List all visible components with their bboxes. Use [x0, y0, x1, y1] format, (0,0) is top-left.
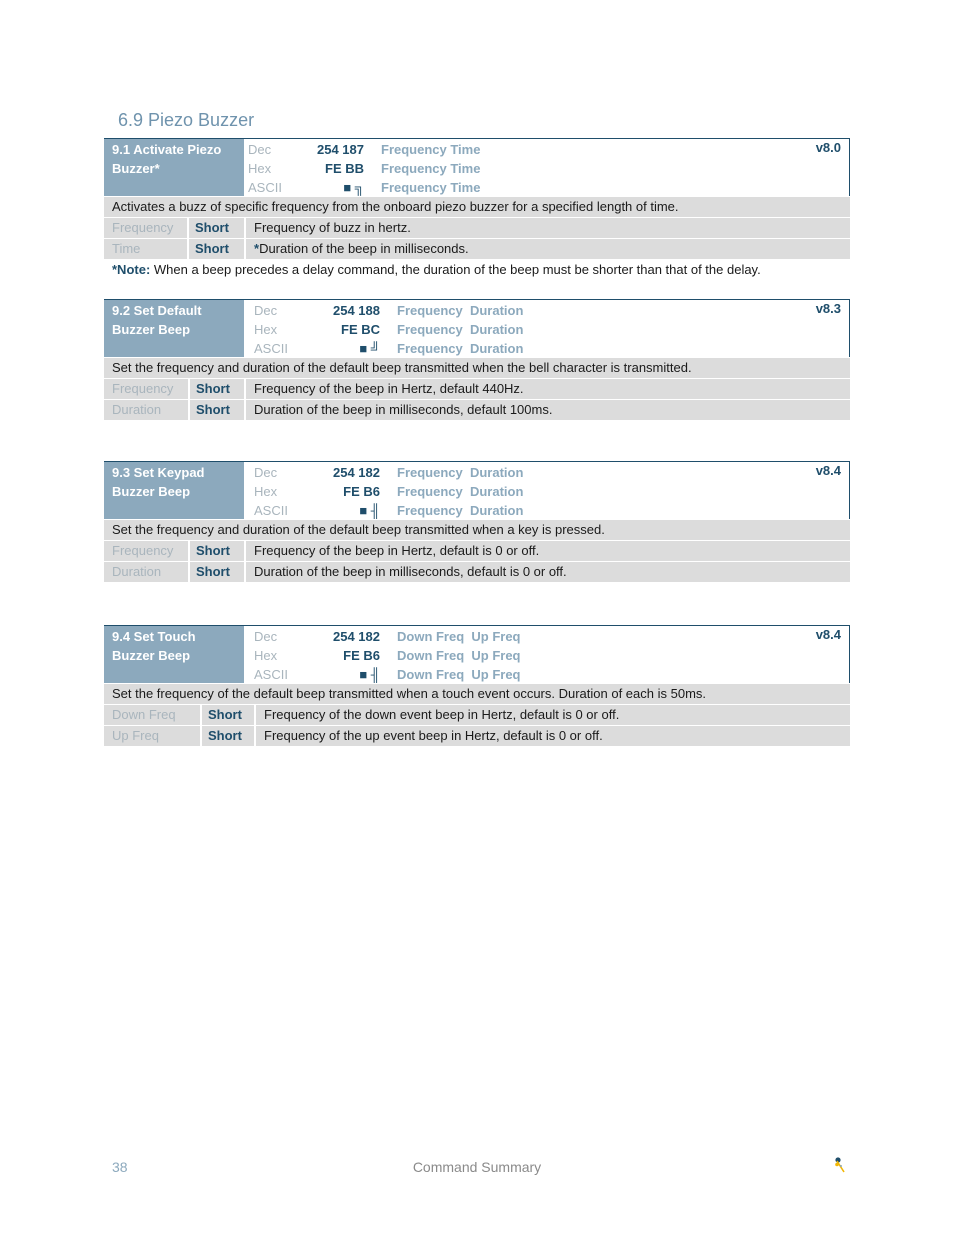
param-type: Short: [189, 218, 244, 238]
command-description: Set the frequency and duration of the default beep transmitted when a key is pressed.: [104, 520, 850, 540]
note-text: When a beep precedes a delay command, the duration of the beep must be shorter than that of the delay.: [150, 262, 761, 277]
footnote-star: *: [254, 241, 260, 256]
dec-row: [244, 140, 849, 159]
hex-params: Down Freq Up Freq: [397, 648, 521, 663]
hex-row: [244, 482, 849, 501]
param-name: Time: [104, 239, 187, 259]
command-name: [104, 626, 244, 683]
param-description: Frequency of the down event beep in Hertz, default is 0 or off.: [256, 705, 850, 725]
param-description: Frequency of buzz in hertz.: [246, 218, 850, 238]
param-description: Frequency of the beep in Hertz, default 440Hz.: [246, 379, 850, 399]
dec-label: Dec: [254, 629, 278, 644]
param-description: [246, 239, 850, 259]
command-name: [104, 462, 244, 519]
command-name-line2: Buzzer Beep: [112, 322, 191, 337]
command-header: [104, 461, 850, 519]
param-type: Short: [202, 705, 254, 725]
ascii-params: Frequency Duration: [397, 503, 524, 518]
ascii-value: ■ ╢: [359, 503, 380, 518]
dec-params: Frequency Duration: [397, 465, 524, 480]
command-codes: [244, 139, 849, 196]
param-description: Frequency of the up event beep in Hertz, default is 0 or off.: [256, 726, 850, 746]
command-block-9-2: [104, 299, 850, 420]
ascii-label: ASCII: [254, 341, 288, 356]
ascii-value: ■ ╢: [359, 667, 380, 682]
dec-value: 254 182: [333, 465, 380, 480]
version-badge: v8.4: [815, 627, 841, 642]
hex-value: FE B6: [343, 484, 380, 499]
command-name-line2: Buzzer Beep: [112, 484, 191, 499]
version-badge: v8.4: [815, 463, 841, 478]
command-description: Set the frequency and duration of the default beep transmitted when the bell character is transmitted.: [104, 358, 850, 378]
command-codes: [244, 626, 849, 683]
command-name: [104, 300, 244, 357]
hex-row: [244, 646, 849, 665]
dec-row: [244, 463, 849, 482]
command-header: [104, 299, 850, 357]
command-codes: [244, 300, 849, 357]
param-type: Short: [189, 239, 244, 259]
hex-params: Frequency Duration: [397, 322, 524, 337]
note-label: *Note:: [112, 262, 151, 277]
command-block-9-3: [104, 461, 850, 582]
ascii-label: ASCII: [254, 503, 288, 518]
param-type: Short: [190, 379, 244, 399]
command-name-line2: Buzzer Beep: [112, 648, 191, 663]
hex-row: [244, 159, 849, 178]
param-type: Short: [202, 726, 254, 746]
dec-params: Down Freq Up Freq: [397, 629, 521, 644]
hex-label: Hex: [254, 648, 278, 663]
ascii-params: Frequency Time: [381, 180, 481, 195]
ascii-row: [244, 339, 849, 358]
param-row: [104, 239, 850, 259]
hex-label: Hex: [254, 484, 278, 499]
page-number: 38: [112, 1159, 128, 1175]
command-name: [104, 139, 244, 196]
command-name-line2: Buzzer*: [112, 161, 160, 176]
param-row: [104, 562, 850, 582]
param-description: Duration of the beep in milliseconds, default 100ms.: [246, 400, 850, 420]
param-type: Short: [190, 400, 244, 420]
param-row: [104, 218, 850, 238]
command-description: Set the frequency of the default beep transmitted when a touch event occurs. Duration of each is 50ms.: [104, 684, 850, 704]
param-description: Duration of the beep in milliseconds, default is 0 or off.: [246, 562, 850, 582]
ascii-params: Down Freq Up Freq: [397, 667, 521, 682]
command-name-line1: 9.1 Activate Piezo: [112, 142, 222, 157]
param-row: [104, 726, 850, 746]
command-name-line1: 9.2 Set Default: [112, 303, 202, 318]
ascii-label: ASCII: [254, 667, 288, 682]
param-description-text: Duration of the beep in milliseconds.: [259, 241, 469, 256]
param-type: Short: [190, 562, 244, 582]
param-row: [104, 705, 850, 725]
command-name-line1: 9.3 Set Keypad: [112, 465, 205, 480]
hex-row: [244, 320, 849, 339]
hex-value: FE BC: [341, 322, 380, 337]
footnote: [104, 260, 850, 280]
ascii-params: Frequency Duration: [397, 341, 524, 356]
hex-value: FE B6: [343, 648, 380, 663]
command-block-9-1: [104, 138, 850, 280]
dec-params: Frequency Duration: [397, 303, 524, 318]
param-name: Duration: [104, 400, 188, 420]
dec-label: Dec: [254, 465, 278, 480]
hex-value: FE BB: [325, 161, 364, 176]
param-name: Frequency: [104, 541, 188, 561]
version-badge: v8.3: [815, 301, 841, 316]
ascii-row: [244, 178, 849, 197]
param-row: [104, 400, 850, 420]
dec-label: Dec: [254, 303, 278, 318]
dec-value: 254 188: [333, 303, 380, 318]
ascii-value: ■ ╝: [359, 341, 380, 356]
dec-value: 254 187: [317, 142, 364, 157]
param-description: Frequency of the beep in Hertz, default is 0 or off.: [246, 541, 850, 561]
command-description: Activates a buzz of specific frequency from the onboard piezo buzzer for a specified length of time.: [104, 197, 850, 217]
param-row: [104, 379, 850, 399]
version-badge: v8.0: [815, 140, 841, 155]
command-codes: [244, 462, 849, 519]
param-name: Down Freq: [104, 705, 200, 725]
hex-label: Hex: [248, 161, 272, 176]
dec-value: 254 182: [333, 629, 380, 644]
command-header: [104, 625, 850, 683]
hex-params: Frequency Time: [381, 161, 481, 176]
footer-title: Command Summary: [412, 1159, 542, 1175]
hex-params: Frequency Duration: [397, 484, 524, 499]
dec-label: Dec: [248, 142, 272, 157]
dec-row: [244, 301, 849, 320]
ascii-value: ■ ╗: [343, 180, 364, 195]
ascii-label: ASCII: [248, 180, 282, 195]
hex-label: Hex: [254, 322, 278, 337]
dec-params: Frequency Time: [381, 142, 481, 157]
matrix-orbital-logo-icon: [832, 1156, 848, 1174]
ascii-row: [244, 501, 849, 520]
param-name: Up Freq: [104, 726, 200, 746]
param-row: [104, 541, 850, 561]
section-title: 6.9 Piezo Buzzer: [118, 110, 255, 130]
command-header: [104, 138, 850, 196]
param-name: Frequency: [104, 379, 188, 399]
ascii-row: [244, 665, 849, 684]
command-block-9-4: [104, 625, 850, 746]
param-name: Frequency: [104, 218, 187, 238]
param-type: Short: [190, 541, 244, 561]
param-name: Duration: [104, 562, 188, 582]
command-name-line1: 9.4 Set Touch: [112, 629, 196, 644]
dec-row: [244, 627, 849, 646]
